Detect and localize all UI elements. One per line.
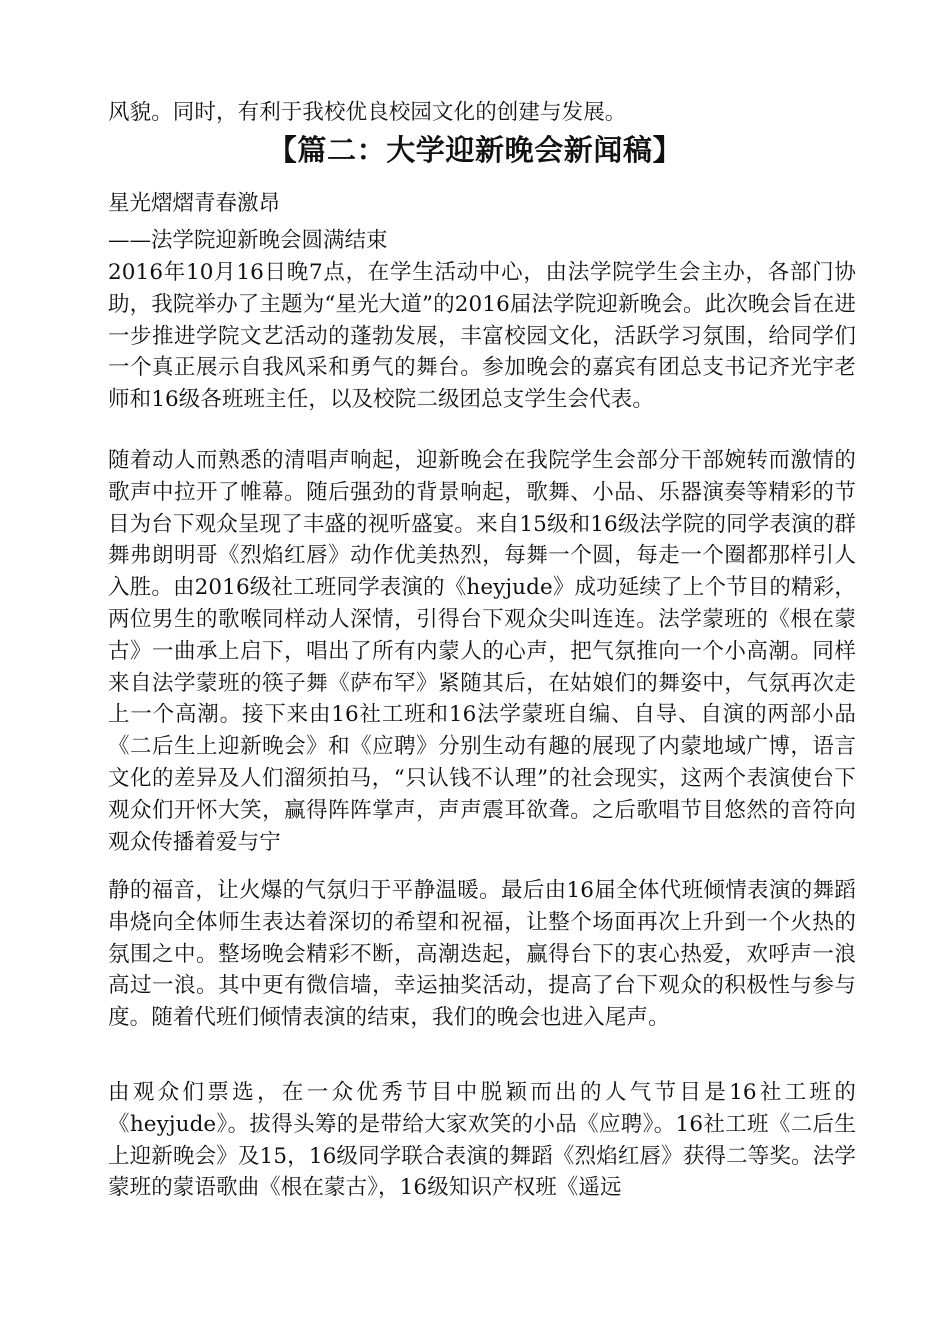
article-subtitle: ——法学院迎新晚会圆满结束	[108, 228, 388, 253]
intro-tail-text: 风貌。同时，有利于我校优良校园文化的创建与发展。	[108, 100, 627, 125]
section-title: 【篇二：大学迎新晚会新闻稿】	[267, 133, 683, 167]
paragraph-4: 由观众们票选，在一众优秀节目中脱颖而出的人气节目是16社工班的《heyjude》。拔得头筹的是带给大家欢笑的小品《应聘》。16社工班《二后生上迎新晚会》及15，16级同学联合表演的舞蹈《烈焰红唇》获得二等奖。法学蒙班的蒙语歌曲《根在蒙古》，16级知识产权班《遥远	[108, 1080, 856, 1201]
paragraph-3: 静的福音，让火爆的气氛归于平静温暖。最后由16届全体代班倾情表演的舞蹈串烧向全体师生表达着深切的希望和祝福，让整个场面再次上升到一个火热的氛围之中。整场晚会精彩不断，高潮迭起，赢得台下的衷心热爱，欢呼声一浪高过一浪。其中更有微信墙，幸运抽奖活动，提高了台下观众的积极性与参与度。随着代班们倾情表演的结束，我们的晚会也进入尾声。	[108, 878, 856, 1031]
article-title: 星光熠熠青春激昂	[108, 191, 281, 216]
paragraph-1: 2016年10月16日晚7点，在学生活动中心，由法学院学生会主办，各部门协助，我院举办了主题为“星光大道”的2016届法学院迎新晚会。此次晚会旨在进一步推进学院文艺活动的蓬勃发展，丰富校园文化，活跃学习氛围，给同学们一个真正展示自我风采和勇气的舞台。参加晚会的嘉宾有团总支书记齐光宇老师和16级各班班主任，以及校院二级团总支学生会代表。	[108, 260, 856, 413]
paragraph-2: 随着动人而熟悉的清唱声响起，迎新晚会在我院学生会部分干部婉转而激情的歌声中拉开了帷幕。随后强劲的背景响起，歌舞、小品、乐器演奏等精彩的节目为台下观众呈现了丰盛的视听盛宴。来自15级和16级法学院的同学表演的群舞弗朗明哥《烈焰红唇》动作优美热烈，每舞一个圆，每走一个圈都那样引人入胜。由2016级社工班同学表演的《heyjude》成功延续了上个节目的精彩，两位男生的歌喉同样动人深情，引得台下观众尖叫连连。法学蒙班的《根在蒙古》一曲承上启下，唱出了所有内蒙人的心声，把气氛推向一个小高潮。同样来自法学蒙班的筷子舞《萨布罕》紧随其后，在姑娘们的舞姿中，气氛再次走上一个高潮。接下来由16社工班和16法学蒙班自编、自导、自演的两部小品《二后生上迎新晚会》和《应聘》分别生动有趣的展现了内蒙地域广博，语言文化的差异及人们溜须拍马，“只认钱不认理”的社会现实，这两个表演使台下观众们开怀大笑，赢得阵阵掌声，声声震耳欲聋。之后歌唱节目悠然的音符向观众传播着爱与宁	[108, 448, 856, 855]
